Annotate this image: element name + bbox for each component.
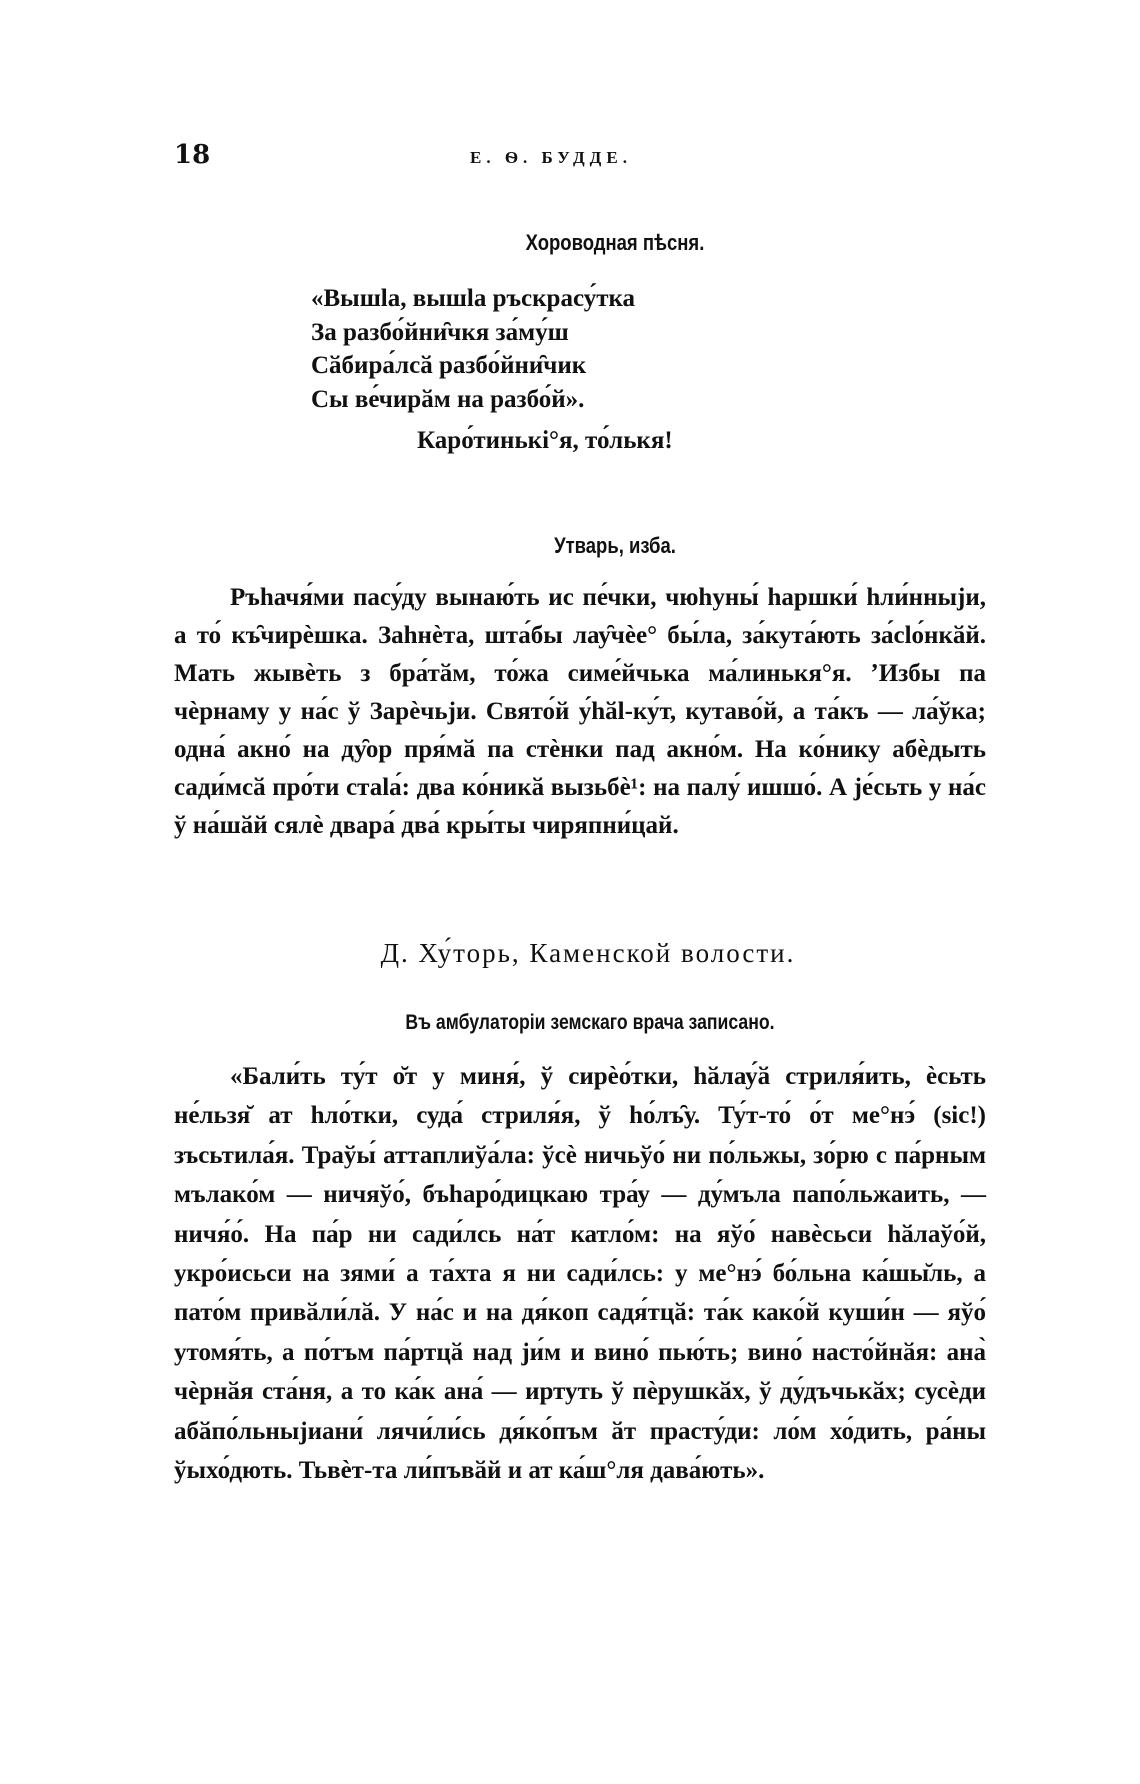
utvar-heading: Утварь, изба. [554,533,676,558]
song-heading: Хороводная пѣсня. [525,230,705,255]
section-heading: Д. Ху́торь, Каменской волости. [380,938,796,968]
page-number: 18 [174,140,211,170]
song-line: За разбо́йни̑чкя за́му́ш [311,318,569,346]
utvar-paragraph: Ръhачя́ми пасу́ду вынаю́ть ис пе́чки, чюhуны́ hаршки́ hли́нныји, а то́ къ̑чирѐшка. Заhнѐта, шта́бы лау̑чѐе° бы́ла, за́кута́ють за́сlо́нкӑй. Мать жывѐть з бра́тӑм, то́жа симе́йчька ма́линькя°я. ʼИзбы па чѐрнаму у на́с ў Зарѐчьји. Свято́й у́hӑl-ку́т, кутаво́й, а та́къ — ла́ўка; одна́ акно́ на ду̑ор пря́мӑ па стѐнки пад акно́м. На ко́нику абѐдыть сади́мсӑ про́ти стаlа́: два ко́никӑ вызьбѐ¹: на палу́ ишшо́. А је́сьть у на́с ў на́шӑй сялѐ двара́ два́ кры́ты чиряпни́цай. [174,584,986,839]
song-refrain: Каро́тинькі°я, то́лькя! [417,427,673,454]
song-line: Сӑбира́лсӑ разбо́йни̑чик [311,352,587,379]
song-verse [311,282,673,458]
ambulatory-paragraph: «Бали́ть ту́т о̆т у миня́, ў сирѐо́тки, hӑлау́ӑ стриля́ить, ѐсьть не́льзя̆ ат hло́тки, суда́ стриля́я, ў hо́лъ̑у. Ту́т-то́ о́т ме°нэ́ (sic!) зъсьтила́я. Траўы́ аттаплиўа́ла: ўсѐ ничьўо́ ни по́льжы, зо́рю с па́рным мълако́м — ничяўо́, бъhаро́дицкаю тра́у — ду́мъла папо́льжаить, — ничя́о́. На па́р ни сади́лсь на́т катло́м: на яўо́ навѐсьси hӑлаўо́й, укро́исьси на зями́ а та́хта я ни сади́лсь: у ме°нэ́ бо́льна ка́шы̆ль, а пато́м привӑли́лӑ. У на́с и на дя́коп садя́тцӑ: та́к како́й куши́н — яўо́ утомя́ть, а по́тъм па́ртцӑ над ји́м и вино́ пью́ть; вино́ насто́йнӑя: ана̀ чѐрнӑя ста́ня, а то ка́к ана́ — иртуть ў пѐрушкӑх, ў ду́дъчькӑх; сусѐди абӑпо́льныјиани́ лячи́ли́сь дя́ко́пъм ӑт прасту́ди: ло́м хо́дить, ра́ны ўыхо́дють. Тьвѐт-та ли́пъвӑй и ат ка́ш°ля дава́ють». [174,1063,986,1485]
song-line: «Вышla, вышla ръскрасу́тка [311,285,636,312]
ambulatory-heading: Въ амбулаторіи земскаго врача записано. [405,1011,775,1034]
running-header: Е. Ѳ. БУДДЕ. [470,148,632,167]
song-line: Сы ве́чирӑм на разбо́й». [311,385,585,413]
